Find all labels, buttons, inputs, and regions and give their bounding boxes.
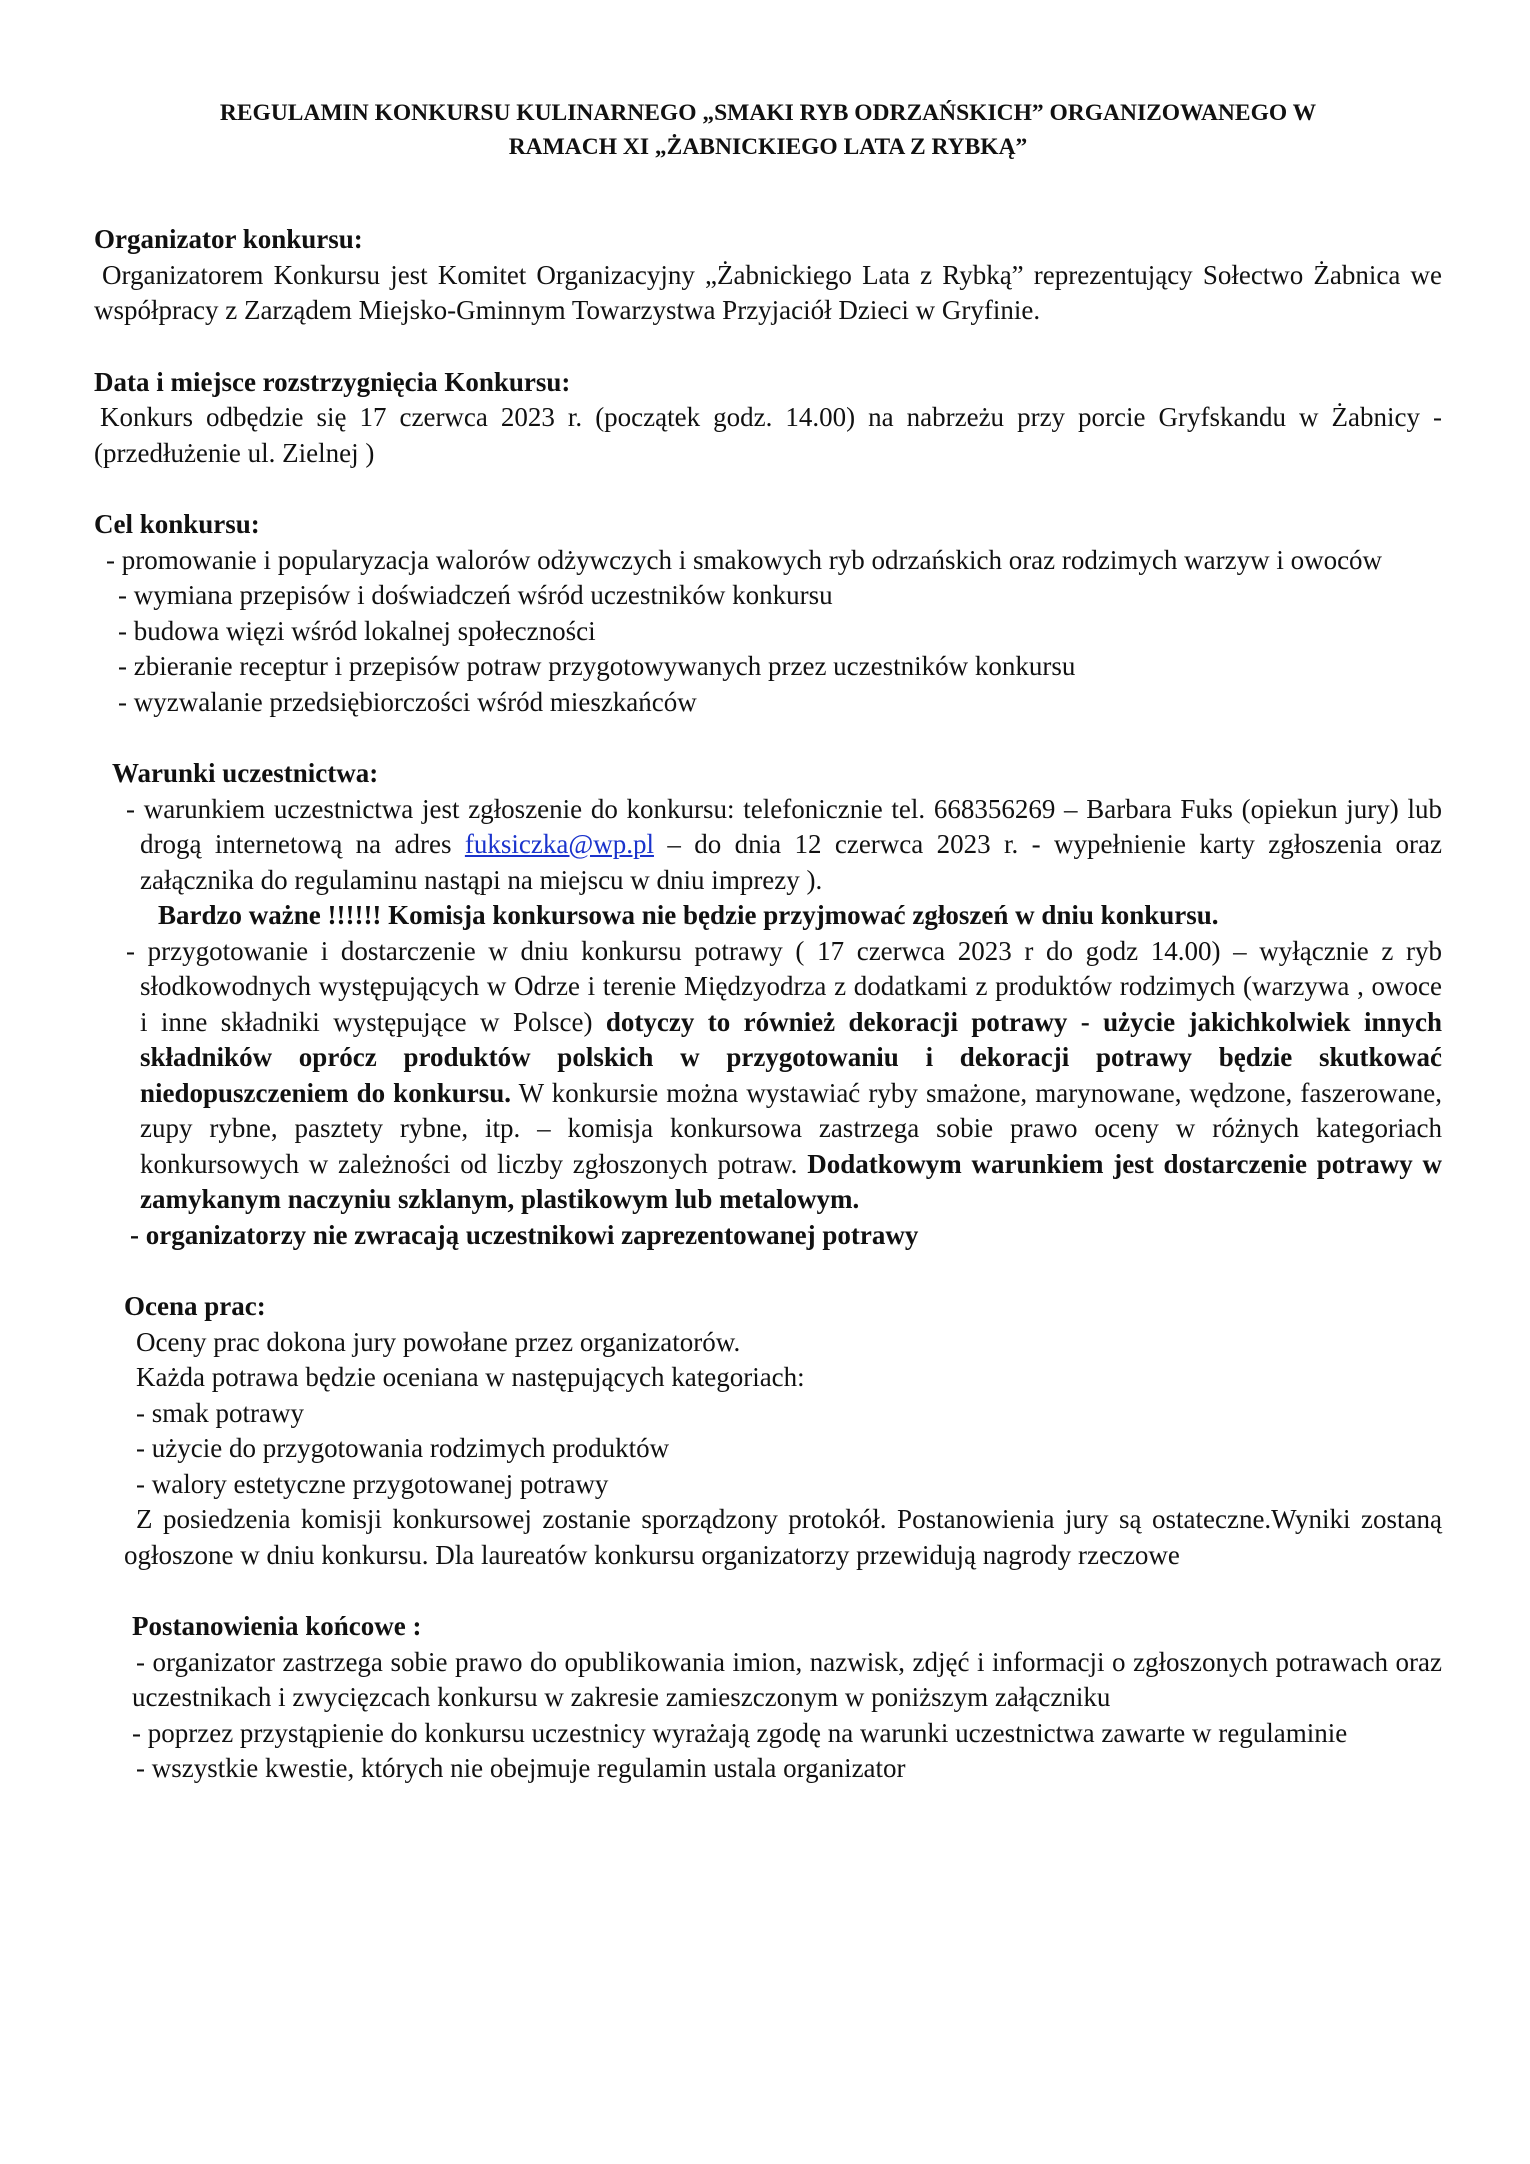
- goal-item: - budowa więzi wśród lokalnej społeczności: [118, 615, 596, 646]
- section-heading: Cel konkursu:: [94, 509, 260, 539]
- evaluation-closing: Z posiedzenia komisji konkursowej zostanie sporządzony protokół. Postanowienia jury są ostateczne.Wyniki zostaną ogłoszone w dniu konkursu. Dla laureatów konkursu organizatorzy przewidują nagrody rzeczowe: [124, 1504, 1442, 1570]
- important-notice: Bardzo ważne !!!!!! Komisja konkursowa nie będzie przyjmować zgłoszeń w dniu konkursu.: [158, 900, 1219, 930]
- goal-item: - zbieranie receptur i przepisów potraw przygotowywanych przez uczestników konkursu: [118, 651, 1076, 681]
- section-date-place: [94, 365, 1442, 472]
- evaluation-category: - smak potrawy: [136, 1397, 304, 1428]
- section-evaluation: [94, 1289, 1442, 1573]
- conditions-bold-text: dotyczy to również dekoracji potrawy - użycie jakichkolwiek innych składników oprócz produktów polskich w przygotowaniu i dekoracji potrawy będzie skutkować niedopuszczeniem do konkursu.: [140, 1006, 1442, 1108]
- provision-item: - organizator zastrzega sobie prawo do opublikowania imion, nazwisk, zdjęć i informacji o zgłoszonych potrawach oraz uczestnikach i zwycięzcach konkursu w zakresie zamieszczonym w poniższym załączniku: [132, 1646, 1442, 1712]
- evaluation-line: Każda potrawa będzie oceniana w następujących kategoriach:: [136, 1362, 805, 1392]
- conditions-paragraph-1: [126, 792, 1442, 899]
- conditions-bold-text: Dodatkowym warunkiem jest dostarczenie potrawy w zamykanym naczyniu szklanym, plastikowym lub metalowym.: [140, 1148, 1442, 1214]
- title-line-2: RAMACH XI „ŻABNICKIEGO LATA Z RYBKĄ”: [508, 134, 1028, 160]
- conditions-text: W konkursie można wystawiać ryby smażone, marynowane, wędzone, faszerowane, zupy rybne, pasztety rybne, itp. – komisja konkursowa zastrzega sobie prawo oceny w różnych kategoriach konkursowych w zależności od liczby zgłoszonych potraw.: [140, 1077, 1442, 1179]
- evaluation-category: - użycie do przygotowania rodzimych produktów: [136, 1433, 670, 1463]
- email-link[interactable]: fuksiczka@wp.pl: [464, 829, 654, 859]
- goal-item: - wymiana przepisów i doświadczeń wśród uczestników konkursu: [118, 580, 833, 610]
- section-heading: Organizator konkursu:: [94, 224, 363, 254]
- section-organizator: [94, 222, 1442, 329]
- evaluation-category: - walory estetyczne przygotowanej potrawy: [136, 1468, 609, 1499]
- goal-item: - promowanie i popularyzacja walorów odżywczych i smakowych ryb odrzańskich oraz rodzimych warzyw i owoców: [106, 544, 1383, 575]
- section-heading: Warunki uczestnictwa:: [112, 758, 379, 788]
- conditions-paragraph-2: [126, 934, 1442, 1218]
- section-heading: Postanowienia końcowe :: [132, 1611, 422, 1641]
- goal-item: - wyzwalanie przedsiębiorczości wśród mieszkańców: [118, 686, 697, 717]
- section-goal: [94, 507, 1442, 720]
- section-heading: Ocena prac:: [124, 1291, 266, 1321]
- provision-item: - wszystkie kwestie, których nie obejmuje regulamin ustala organizator: [136, 1753, 906, 1783]
- conditions-paragraph-3: - organizatorzy nie zwracają uczestnikowi zaprezentowanej potrawy: [130, 1219, 919, 1250]
- date-place-text: Konkurs odbędzie się 17 czerwca 2023 r. (początek godz. 14.00) na nabrzeżu przy porcie Gryfskandu w Żabnicy - (przedłużenie ul. Zielnej ): [94, 402, 1442, 468]
- organizator-text: Organizatorem Konkursu jest Komitet Organizacyjny „Żabnickiego Lata z Rybką” reprezentujący Sołectwo Żabnica we współpracy z Zarządem Miejsko-Gminnym Towarzystwa Przyjaciół Dzieci w Gryfinie.: [94, 259, 1442, 325]
- section-final-provisions: [94, 1609, 1442, 1787]
- document-title: [94, 96, 1442, 164]
- provision-item: - poprzez przystąpienie do konkursu uczestnicy wyrażają zgodę na warunki uczestnictwa zawarte w regulaminie: [132, 1717, 1348, 1748]
- conditions-text: - przygotowanie i dostarczenie w dniu konkursu potrawy ( 17 czerwca 2023 r do godz 14.00) – wyłącznie z ryb słodkowodnych występujących w Odrze i terenie Międzyodrza z dodatkami z produktów rodzimych (warzywa , owoce i inne składniki występujące w Polsce): [126, 935, 1442, 1037]
- document-page: [94, 96, 1442, 1823]
- conditions-text: - warunkiem uczestnictwa jest zgłoszenie do konkursu: telefonicznie tel. 668356269 – Barbara Fuks (opiekun jury) lub drogą internetową na adres: [126, 793, 1442, 859]
- section-conditions: [94, 756, 1442, 1253]
- conditions-text: – do dnia 12 czerwca 2023 r. - wypełnienie karty zgłoszenia oraz załącznika do regulaminu nastąpi na miejscu w dniu imprezy ).: [140, 829, 1442, 895]
- section-heading: Data i miejsce rozstrzygnięcia Konkursu:: [94, 366, 571, 397]
- evaluation-line: Oceny prac dokona jury powołane przez organizatorów.: [136, 1326, 741, 1357]
- title-line-1: REGULAMIN KONKURSU KULINARNEGO „SMAKI RYB ODRZAŃSKICH” ORGANIZOWANEGO W: [219, 100, 1317, 126]
